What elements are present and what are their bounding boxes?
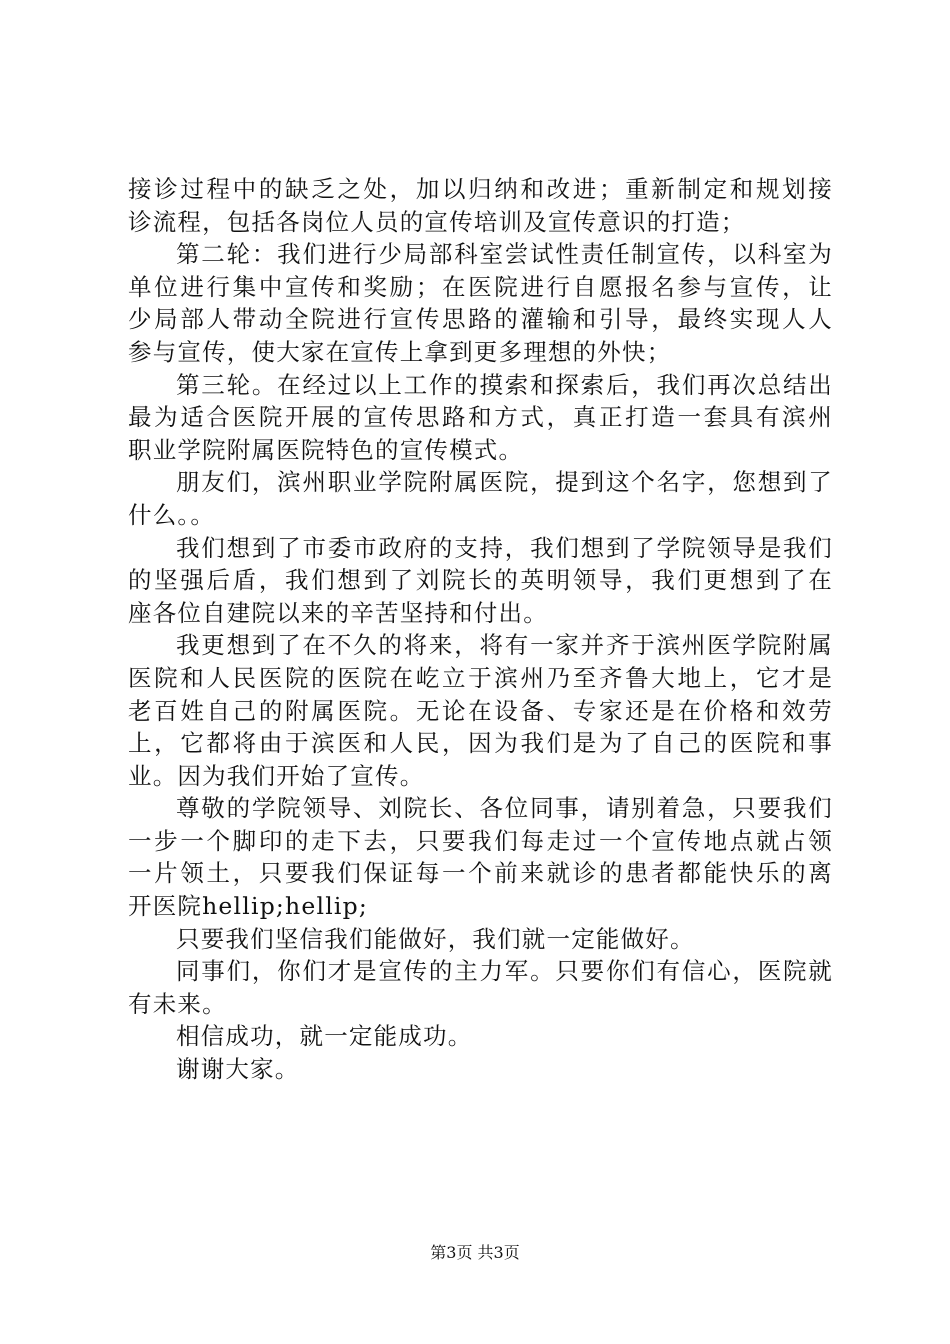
text-line: 相信成功，就一定能成功。 (176, 1022, 473, 1051)
text-line: 最为适合医院开展的宣传思路和方式，真正打造一套具有滨州 (128, 403, 833, 432)
text-line: 有未来。 (128, 989, 227, 1018)
text-line: 我们想到了市委市政府的支持，我们想到了学院领导是我们 (176, 533, 833, 562)
text-line: 业。因为我们开始了宣传。 (128, 761, 425, 790)
text-line: 同事们，你们才是宣传的主力军。只要你们有信心，医院就 (176, 957, 833, 986)
text-line: 老百姓自己的附属医院。无论在设备、专家还是在价格和效劳 (128, 696, 833, 725)
text-line: 尊敬的学院领导、刘院长、各位同事，请别着急，只要我们 (176, 794, 833, 823)
text-line: 我更想到了在不久的将来，将有一家并齐于滨州医学院附属 (176, 631, 833, 660)
text-line: 开医院hellip;hellip; (128, 892, 369, 921)
text-line: 诊流程，包括各岗位人员的宣传培训及宣传意识的打造； (128, 207, 746, 236)
text-line: 第二轮：我们进行少局部科室尝试性责任制宣传，以科室为 (176, 240, 833, 269)
page-number: 第3页 共3页 (430, 1243, 520, 1262)
text-line: 朋友们，滨州职业学院附属医院，提到这个名字，您想到了 (176, 468, 833, 497)
text-line: 少局部人带动全院进行宣传思路的灌输和引导，最终实现人人 (128, 305, 833, 334)
text-line: 参与宣传，使大家在宣传上拿到更多理想的外快； (128, 337, 672, 366)
text-line: 接诊过程中的缺乏之处，加以归纳和改进；重新制定和规划接 (128, 175, 833, 203)
text-line: 谢谢大家。 (176, 1055, 300, 1084)
text-line: 单位进行集中宣传和奖励；在医院进行自愿报名参与宣传，让 (128, 272, 833, 301)
body-text (128, 173, 833, 1086)
text-line: 上，它都将由于滨医和人民，因为我们是为了自己的医院和事 (128, 729, 833, 758)
text-line: 一步一个脚印的走下去，只要我们每走过一个宣传地点就占领 (128, 826, 833, 855)
text-line: 职业学院附属医院特色的宣传模式。 (128, 435, 524, 464)
text-line: 座各位自建院以来的辛苦坚持和付出。 (128, 598, 548, 627)
text-line: 一片领土，只要我们保证每一个前来就诊的患者都能快乐的离 (128, 859, 833, 888)
text-line: 的坚强后盾，我们想到了刘院长的英明领导，我们更想到了在 (128, 566, 833, 595)
text-line: 医院和人民医院的医院在屹立于滨州乃至齐鲁大地上，它才是 (128, 663, 833, 692)
text-line: 第三轮。在经过以上工作的摸索和探索后，我们再次总结出 (176, 370, 833, 399)
text-line: 只要我们坚信我们能做好，我们就一定能做好。 (176, 924, 695, 953)
text-line: 什么。。 (128, 500, 216, 529)
